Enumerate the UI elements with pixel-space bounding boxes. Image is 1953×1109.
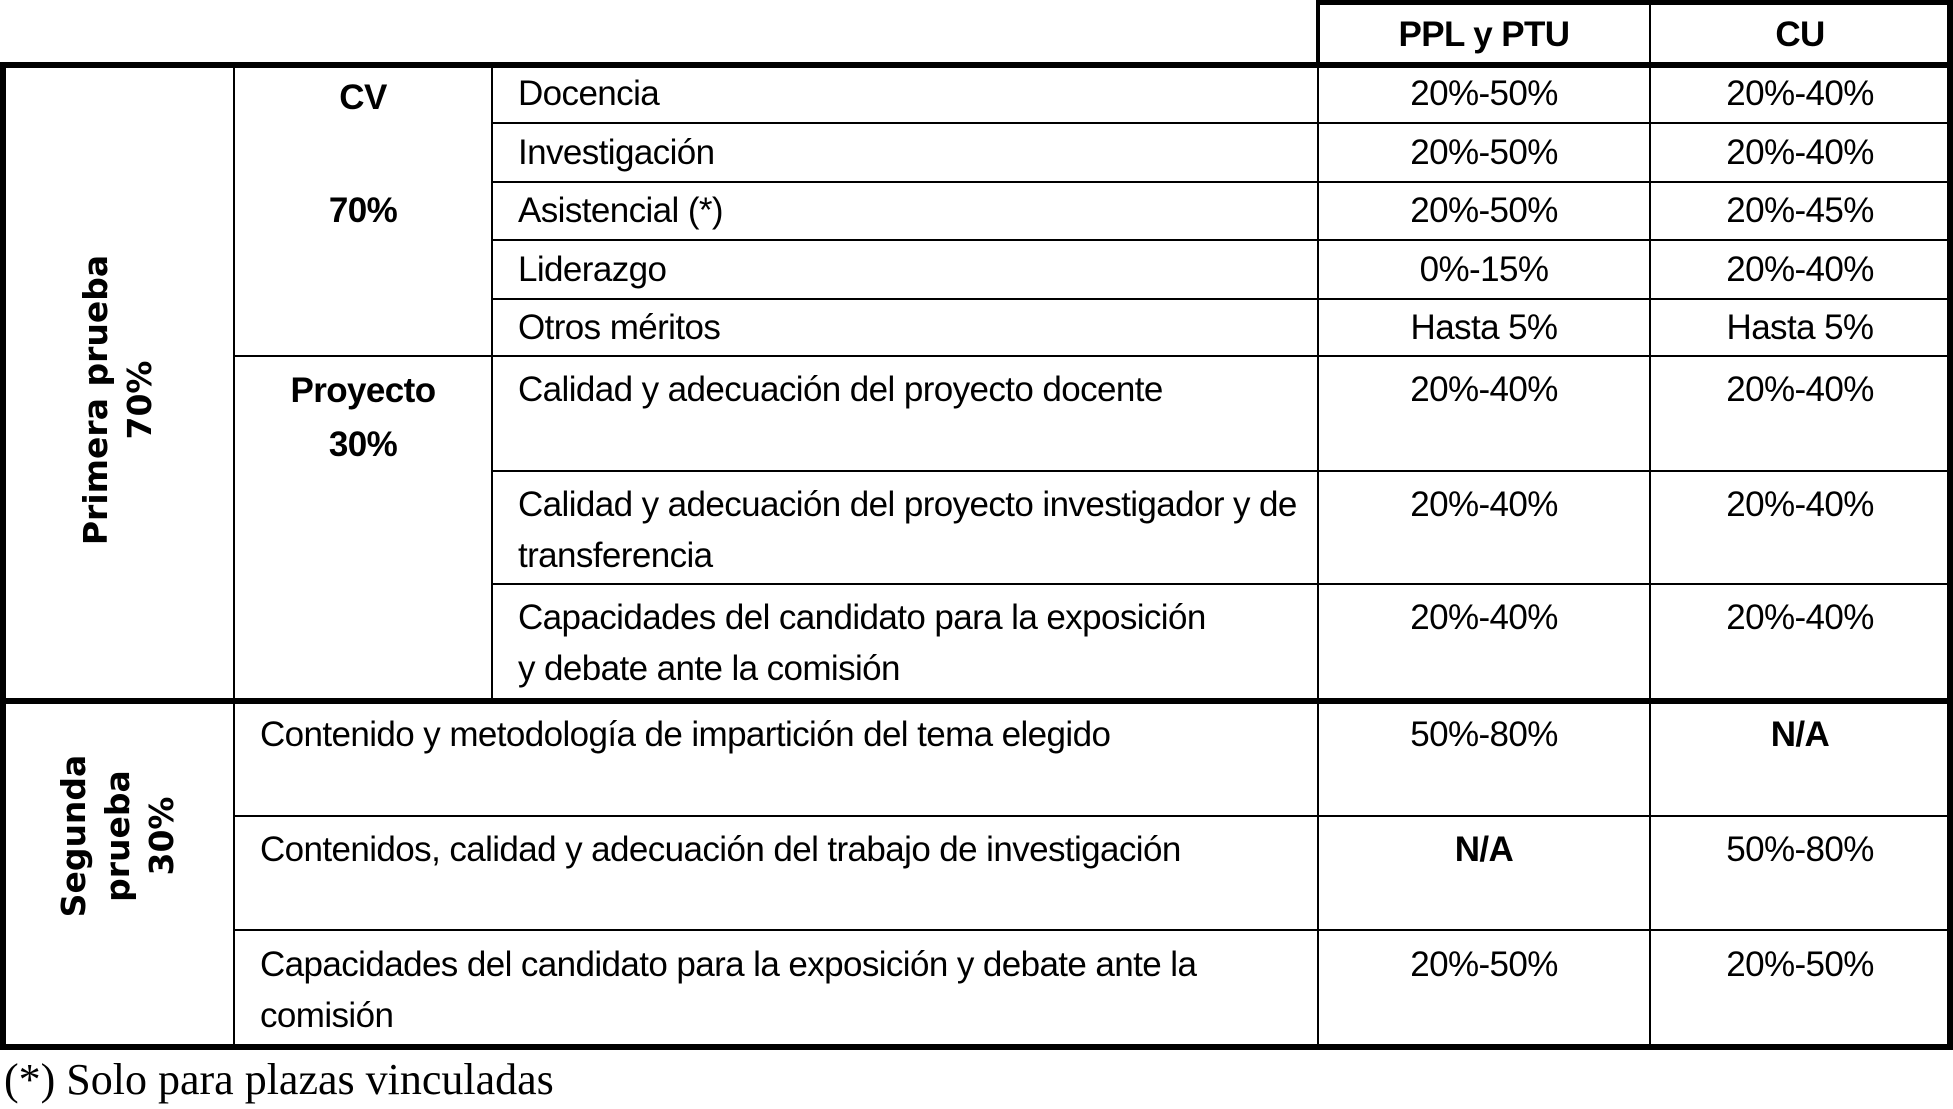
header-ppl-ptu: PPL y PTU — [1398, 15, 1570, 54]
divider — [492, 181, 1950, 183]
header-cu: CU — [1775, 15, 1825, 54]
footnote: (*) Solo para plazas vinculadas — [4, 1055, 554, 1104]
divider — [492, 583, 1950, 585]
divider — [492, 239, 1950, 241]
divider — [234, 815, 1950, 817]
cv-group-pct: 70% — [328, 191, 398, 230]
table-row-ppl: 20%-50% — [1410, 133, 1558, 172]
divider — [1317, 62, 1319, 1050]
table-row-criterion: Calidad y adecuación del proyecto docente — [518, 370, 1163, 409]
table-row-cu: 20%-40% — [1726, 250, 1874, 289]
table-row-ppl: 20%-40% — [1410, 370, 1558, 409]
divider — [1649, 0, 1651, 1050]
table-row-criterion: Contenidos, calidad y adecuación del trabajo de investigación — [260, 830, 1181, 869]
table-row-cu: N/A — [1770, 715, 1830, 754]
segunda-prueba-title-1: Segunda — [54, 754, 93, 918]
border-table-left — [0, 62, 6, 1050]
proyecto-group-pct: 30% — [328, 425, 398, 464]
proyecto-group-label: Proyecto — [290, 371, 436, 410]
table-row-criterion: Contenido y metodología de impartición del tema elegido — [260, 715, 1111, 754]
border-header-left — [1316, 0, 1320, 68]
border-header-top — [1316, 0, 1953, 5]
primera-prueba-title: Primera prueba — [76, 254, 115, 546]
segunda-prueba-title-2: prueba — [98, 770, 137, 902]
divider — [491, 62, 493, 702]
table-row-criterion: Capacidades del candidato para la exposición y debate ante la comisión — [518, 598, 1206, 688]
table-row-ppl: 0%-15% — [1419, 250, 1549, 289]
table-row-criterion: Investigación — [518, 133, 715, 172]
table-row-ppl: 20%-50% — [1410, 191, 1558, 230]
table-row-ppl: 20%-40% — [1410, 485, 1558, 524]
table-row-cu: 20%-40% — [1726, 485, 1874, 524]
table-row-cu: 20%-45% — [1726, 191, 1874, 230]
primera-prueba-pct: 70% — [120, 360, 159, 440]
table-row-criterion: Otros méritos — [518, 308, 721, 347]
divider — [492, 122, 1950, 124]
table-row-criterion: Calidad y adecuación del proyecto investigador y de transferencia — [518, 485, 1297, 575]
border-table-right — [1947, 0, 1953, 1050]
border-table-bottom — [0, 1044, 1953, 1050]
table-row-criterion: Capacidades del candidato para la exposición y debate ante la comisión — [260, 945, 1197, 1035]
table-row-cu: 20%-50% — [1726, 945, 1874, 984]
segunda-prueba-pct: 30% — [142, 796, 181, 876]
table-row-ppl: 20%-50% — [1410, 945, 1558, 984]
border-section-divider — [0, 698, 1953, 704]
table-row-ppl: 50%-80% — [1410, 715, 1558, 754]
table-row-cu: 20%-40% — [1726, 598, 1874, 637]
table-row-ppl: 20%-40% — [1410, 598, 1558, 637]
divider — [492, 298, 1950, 300]
table-row-criterion: Liderazgo — [518, 250, 667, 289]
table-row-ppl: Hasta 5% — [1410, 308, 1558, 347]
table-row-cu: 50%-80% — [1726, 830, 1874, 869]
table-row-cu: 20%-40% — [1726, 370, 1874, 409]
table-row-ppl: N/A — [1454, 830, 1514, 869]
border-header-bottom — [0, 62, 1953, 68]
table-row-cu: 20%-40% — [1726, 74, 1874, 113]
table-row-cu: Hasta 5% — [1726, 308, 1874, 347]
table-row-criterion: Docencia — [518, 74, 660, 113]
cv-group-label: CV — [339, 78, 387, 117]
divider — [492, 470, 1950, 472]
table-row-ppl: 20%-50% — [1410, 74, 1558, 113]
segunda-prueba-label — [48, 663, 188, 1009]
divider — [233, 62, 235, 1050]
table-row-cu: 20%-40% — [1726, 133, 1874, 172]
table-row-criterion: Asistencial (*) — [518, 191, 723, 230]
divider — [234, 929, 1950, 931]
primera-prueba-label — [70, 135, 166, 665]
